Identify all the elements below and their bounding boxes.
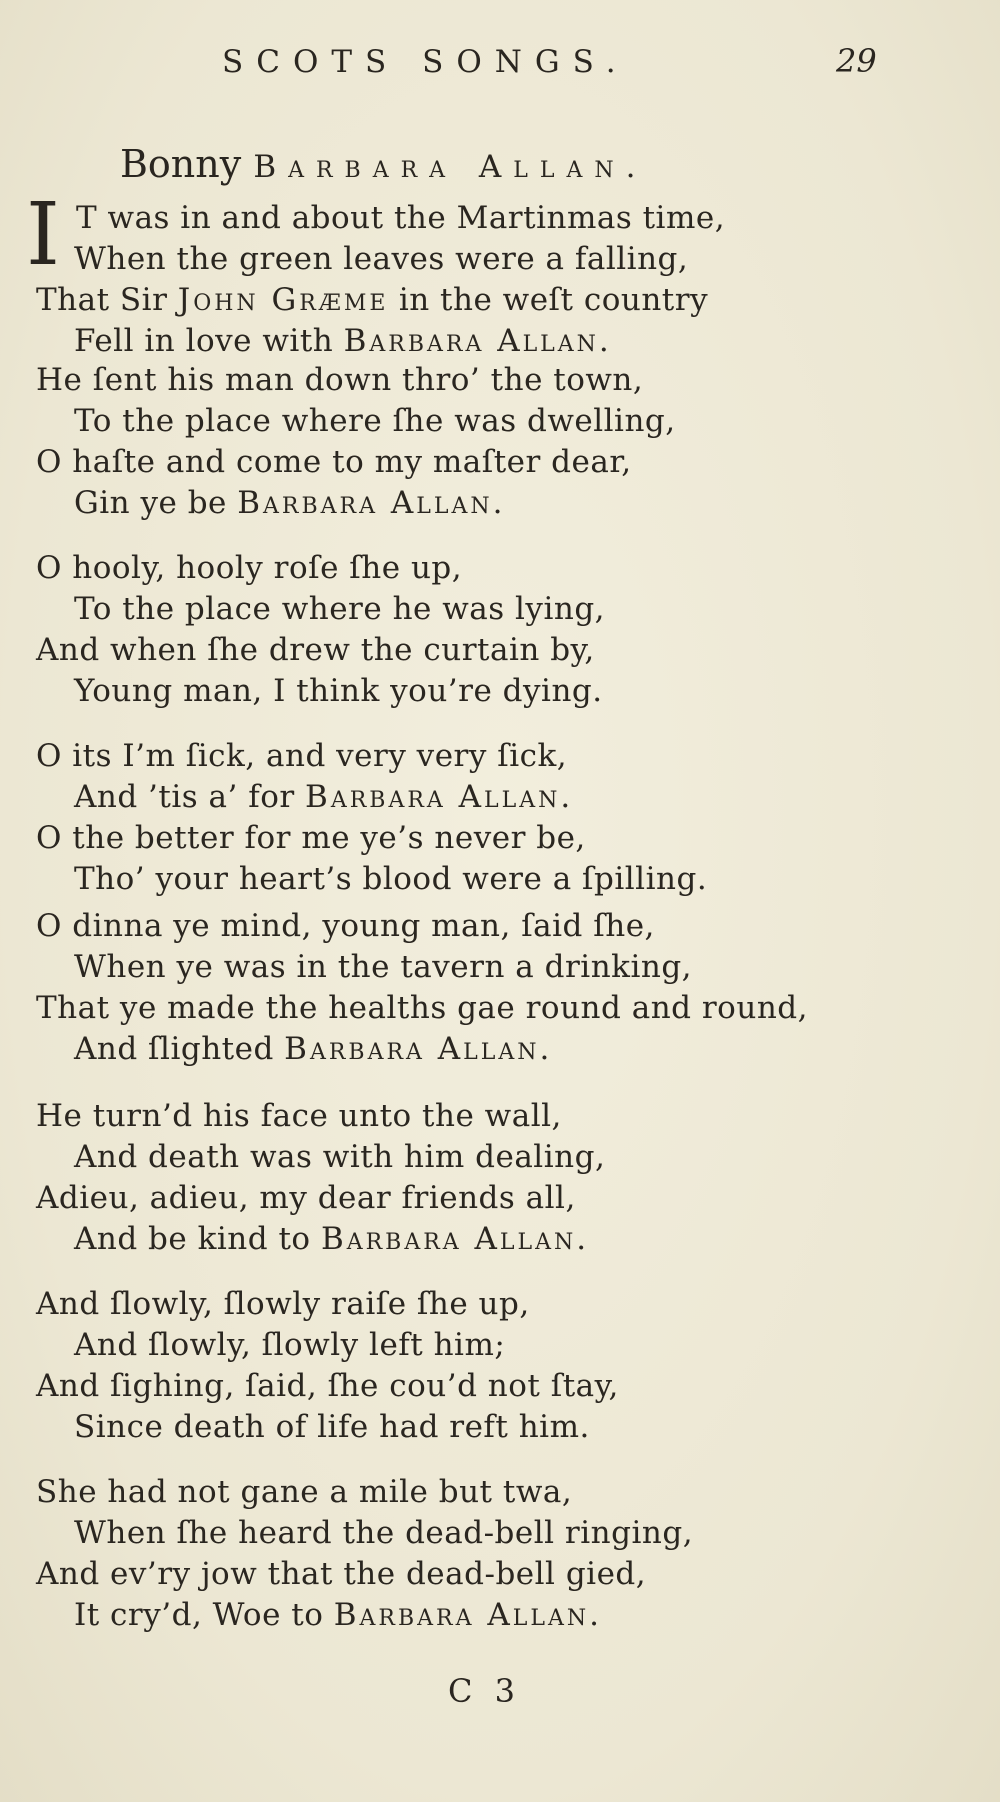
verse-line — [36, 1368, 619, 1404]
line-text: And be kind to — [74, 1221, 321, 1257]
verse-line — [74, 949, 692, 985]
page-number: 29 — [836, 42, 877, 80]
verse-line — [36, 820, 586, 856]
line-text: Tho’ your heart’s blood were a ſpilling. — [74, 861, 708, 897]
line-text: And ev’ry jow that the dead-bell gied, — [36, 1556, 647, 1592]
line-text: And ’tis a’ for — [74, 779, 306, 815]
running-head — [0, 44, 1000, 94]
line-text: When ſhe heard the dead-bell ringing, — [74, 1515, 694, 1551]
line-text: He ſent his man down thro’ the town, — [36, 362, 644, 398]
verse-line — [36, 990, 808, 1026]
line-text: To the place where he was lying, — [74, 591, 606, 627]
line-text: She had not gane a mile but twa, — [36, 1474, 573, 1510]
proper-name: Barbara Allan. — [305, 779, 574, 815]
line-text: T was in and about the Martinmas time, — [76, 200, 726, 236]
verse-line — [36, 282, 708, 318]
verse-line — [36, 362, 643, 398]
line-text: When ye was in the tavern a drinking, — [74, 949, 693, 985]
line-text: Adieu, adieu, my dear friends all, — [36, 1180, 576, 1216]
line-text: Since death of life had reft him. — [74, 1409, 590, 1445]
verse-line — [74, 591, 605, 627]
line-text: To the place where ſhe was dwelling, — [74, 403, 676, 439]
verse-line — [36, 1098, 562, 1134]
verse-line — [74, 323, 612, 359]
line-text: That Sir — [36, 282, 178, 318]
verse-line — [74, 403, 676, 439]
verse-line — [74, 1409, 590, 1445]
line-text: O dinna ye mind, young man, ſaid ſhe, — [36, 908, 655, 944]
verse-line — [36, 632, 595, 668]
line-text: Gin ye be — [74, 485, 238, 521]
verse-line — [36, 908, 655, 944]
drop-cap: I — [26, 185, 60, 285]
verse-line — [36, 1556, 646, 1592]
song-title-name: Barbara Allan. — [253, 149, 648, 185]
verse-line — [74, 779, 573, 815]
verse-line — [74, 1031, 552, 1067]
line-text: Fell in love with — [74, 323, 344, 359]
line-text: Young man, I think you’re dying. — [74, 673, 603, 709]
line-text: O haſte and come to my maſter dear, — [36, 444, 632, 480]
verse-line — [36, 550, 462, 586]
proper-name: Barbara Allan. — [343, 323, 612, 359]
signature-mark: C 3 — [448, 1672, 522, 1710]
verse-line — [36, 1474, 572, 1510]
verse-line — [36, 1286, 530, 1322]
line-text: O its I’m ſick, and very very ſick, — [36, 738, 568, 774]
verse-line — [74, 1515, 693, 1551]
verse-line — [74, 1139, 605, 1175]
verse-line — [74, 485, 505, 521]
verse-line — [74, 861, 707, 897]
proper-name: Barbara Allan. — [333, 1597, 602, 1633]
line-text: And when ſhe drew the curtain by, — [36, 632, 595, 668]
line-text: And ſighing, ſaid, ſhe cou’d not ſtay, — [36, 1368, 619, 1404]
verse-line — [74, 1327, 505, 1363]
verse-line — [76, 200, 725, 236]
proper-name: Barbara Allan. — [284, 1031, 553, 1067]
line-text: And ſlowly, ſlowly raiſe ſhe up, — [36, 1286, 530, 1322]
verse-line — [74, 673, 603, 709]
line-text: O the better for me ye’s never be, — [36, 820, 586, 856]
line-text: When the green leaves were a falling, — [74, 241, 689, 277]
verse-line — [74, 241, 688, 277]
proper-name: John Græme — [177, 282, 389, 318]
line-text: It cry’d, Woe to — [74, 1597, 334, 1633]
line-text: That ye made the healths gae round and round, — [36, 990, 808, 1026]
proper-name: Barbara Allan. — [320, 1221, 590, 1257]
verse-line — [36, 738, 567, 774]
line-text: in the weſt country — [388, 282, 709, 318]
running-title: SCOTS SONGS. — [222, 44, 629, 80]
song-title — [120, 142, 648, 186]
line-text: He turn’d his face unto the wall, — [36, 1098, 562, 1134]
line-text: And death was with him dealing, — [74, 1139, 606, 1175]
line-text: And ſlowly, ſlowly left him; — [74, 1327, 506, 1363]
verse-line — [74, 1597, 602, 1633]
line-text: O hooly, hooly roſe ſhe up, — [36, 550, 463, 586]
proper-name: Barbara Allan. — [237, 485, 506, 521]
verse-line — [36, 1180, 576, 1216]
verse-line — [74, 1221, 589, 1257]
line-text: And ſlighted — [74, 1031, 285, 1067]
song-title-prefix: Bonny — [120, 142, 242, 186]
verse-line — [36, 444, 632, 480]
